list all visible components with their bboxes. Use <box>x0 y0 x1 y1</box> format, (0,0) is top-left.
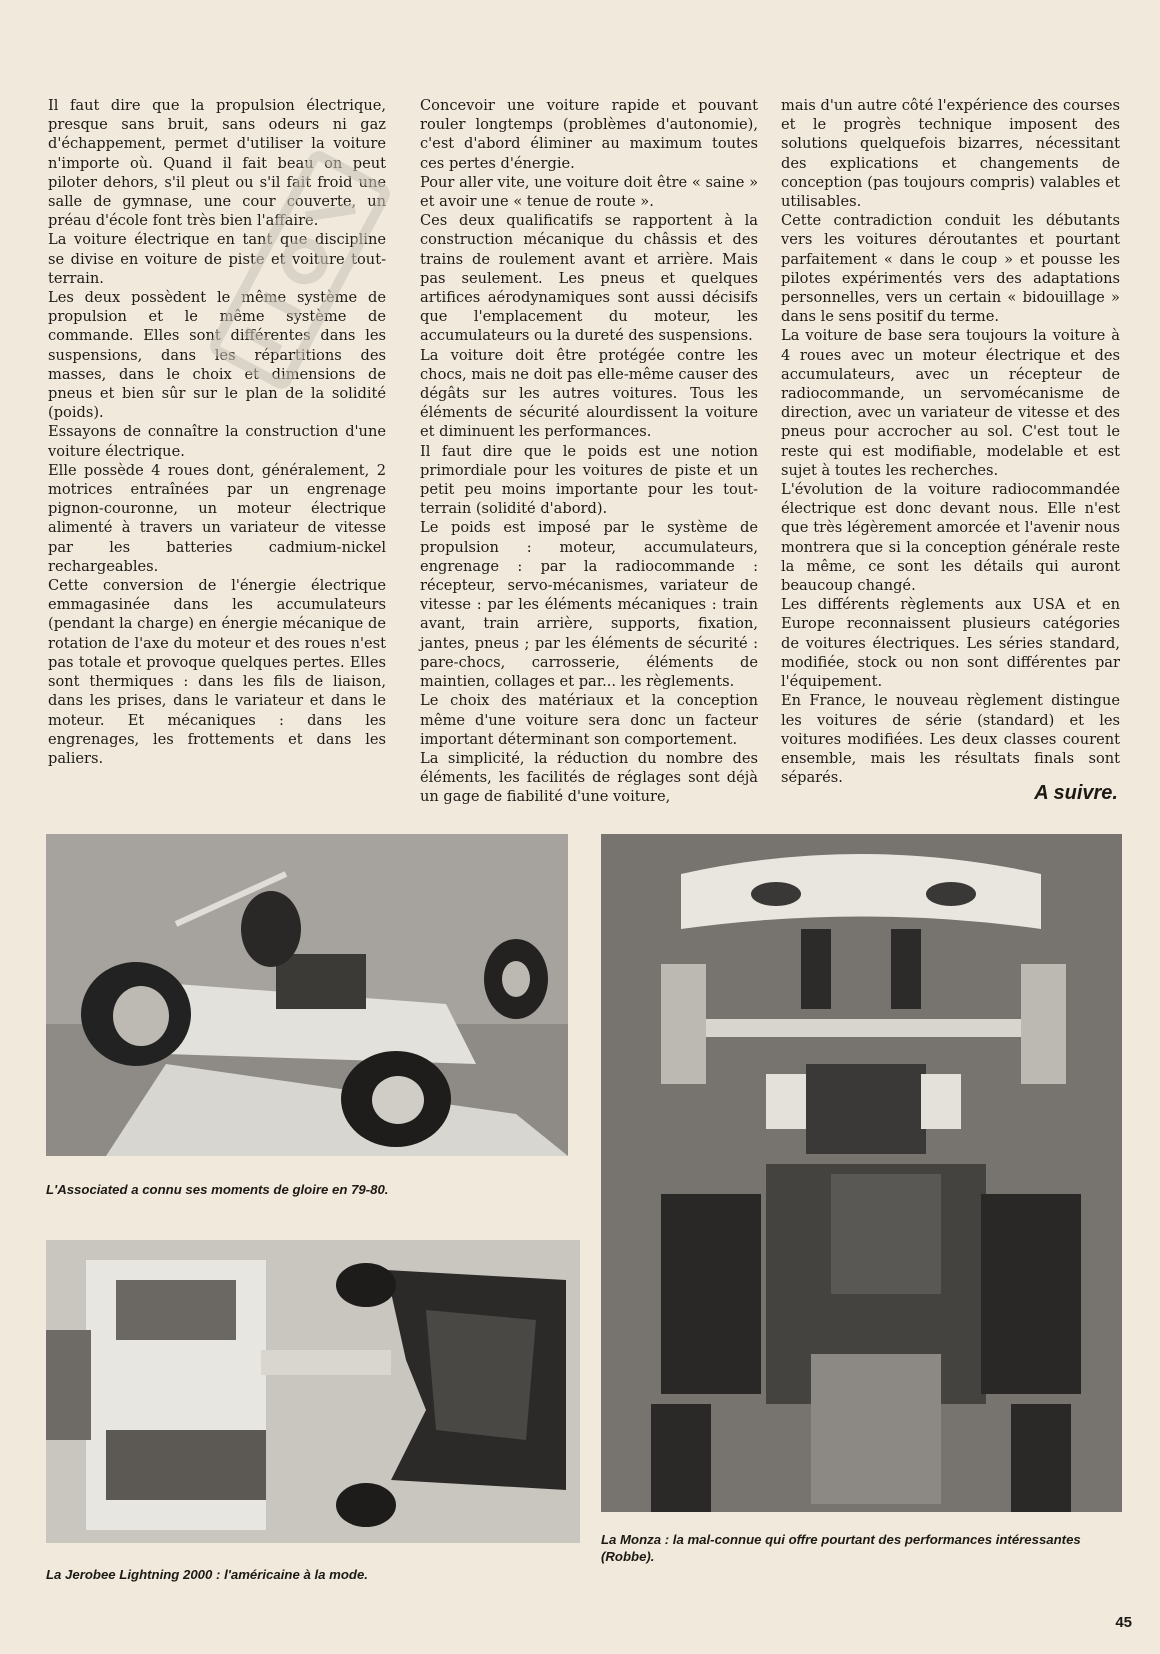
text-column-3 <box>781 96 1120 787</box>
paragraph: La voiture électrique en tant que discipline se divise en voiture de piste et voiture tout-terrain. <box>48 231 386 287</box>
paragraph: Ces deux qualificatifs se rapportent à la construction mécanique du châssis et des trains de roulement avant et arrière. Mais pas seulement. Les pneus et quelques artifices aérodynamiques sont aussi décisifs que l'emplacement du moteur, les accumulateurs ou la dureté des suspensions. <box>420 212 758 345</box>
paragraph: Essayons de connaître la construction d'une voiture électrique. <box>48 423 386 460</box>
text-column-2 <box>420 96 758 807</box>
to-be-continued: A suivre. <box>1034 782 1118 804</box>
paragraph: Le poids est imposé par le système de propulsion : moteur, accumulateurs, engrenage : par la radiocommande : récepteur, servo-mécanismes, variateur de vitesse : par les éléments mécaniques : train avant, train arrière, supports, fixation, jantes, pneus ; par les éléments de sécurité : pare-chocs, carrosserie, éléments de maintien, collages et par... les règlements. <box>420 519 758 691</box>
paragraph: La voiture de base sera toujours la voiture à 4 roues avec un moteur électrique et des accumulateurs, avec un récepteur de radiocommande, un servomécanisme de direction, avec un variateur de vitesse et des pneus pour accrocher au sol. C'est tout le reste qui est modifiable, modelable et est sujet à toutes les recherches. <box>781 327 1120 479</box>
paragraph: La simplicité, la réduction du nombre des éléments, les facilités de réglages sont déjà un gage de fiabilité d'une voiture, <box>420 749 758 806</box>
text-column-1 <box>48 96 386 768</box>
paragraph: L'évolution de la voiture radiocommandée électrique est donc devant nous. Elle n'est que très légèrement amorcée et l'avenir nous montrera que si la conception générale reste la même, ce sont les détails qui auront beaucoup changé. <box>781 481 1120 595</box>
photo-associated-car <box>46 834 568 1156</box>
photo-jerobee-car <box>46 1240 580 1543</box>
paragraph: Pour aller vite, une voiture doit être « saine » et avoir une « tenue de route ». <box>420 173 758 211</box>
caption-jerobee: La Jerobee Lightning 2000 : l'américaine à la mode. <box>46 1567 368 1582</box>
paragraph: Les différents règlements aux USA et en Europe reconnaissent plusieurs catégories de voitures électriques. Les séries standard, modifiée, stock ou non sont différentes par l'équipement. <box>781 596 1120 691</box>
paragraph: Le choix des matériaux et la conception même d'une voiture sera donc un facteur important déterminant son comportement. <box>420 692 758 748</box>
caption-associated: L'Associated a connu ses moments de gloire en 79-80. <box>46 1182 389 1197</box>
paragraph: Concevoir une voiture rapide et pouvant rouler longtemps (problèmes d'autonomie), c'est d'abord éliminer au maximum toutes ces pertes d'énergie. <box>420 97 758 172</box>
paragraph: Cette conversion de l'énergie électrique emmagasinée dans les accumulateurs (pendant la charge) en énergie mécanique de rotation de l'axe du moteur et des roues n'est pas totale et provoque quelques pertes. Elles sont thermiques : dans les fils de liaison, dans les prises, dans le variateur et dans le moteur. Et mécaniques : dans les engrenages, les frottements et dans les paliers. <box>48 577 386 767</box>
paragraph: Il faut dire que le poids est une notion primordiale pour les voitures de piste et un petit peu moins importante pour les tout-terrain (solidité d'abord). <box>420 442 758 518</box>
paragraph: En France, le nouveau règlement distingue les voitures de série (standard) et les voitures modifiées. Les deux classes courent ensemble, mais les résultats finals sont séparés. <box>781 692 1120 787</box>
paragraph: Elle possède 4 roues dont, généralement, 2 motrices entraînées par un engrenage pignon-couronne, un moteur électrique alimenté à travers un variateur de vitesse par les batteries cadmium-nickel rechargeables. <box>48 461 386 575</box>
paragraph: mais d'un autre côté l'expérience des courses et le progrès technique imposent des solutions quelquefois bizarres, nécessitant des explications et changements de conception (pas toujours compris) valables et utilisables. <box>781 97 1120 211</box>
caption-monza: La Monza : la mal-connue qui offre pourtant des performances intéressantes (Robbe). <box>601 1532 1081 1564</box>
paragraph: Les deux possèdent le même système de propulsion et le même système de commande. Elles sont différentes dans les suspensions, dans les répartitions des masses, dans le choix et dimensions de pneus et bien sûr sur le plan de la solidité (poids). <box>48 289 386 422</box>
photo-monza-car <box>601 834 1122 1512</box>
paragraph: Cette contradiction conduit les débutants vers les voitures déroutantes et pourtant parfaitement « dans le coup » et pousse les pilotes expérimentés vers des adaptations personnelles, vers un certain « bidouillage » dans le sens positif du terme. <box>781 212 1120 326</box>
page-number: 45 <box>1115 1614 1132 1631</box>
paragraph: Il faut dire que la propulsion électrique, presque sans bruit, sans odeurs ni gaz d'échappement, permet d'utiliser la voiture n'importe où. Quand il fait beau on peut piloter dehors, s'il pleut ou s'il fait froid une salle de gymnase, une cour couverte, un préau d'école font très bien l'affaire. <box>48 97 386 230</box>
paragraph: La voiture doit être protégée contre les chocs, mais ne doit pas elle-même causer des dégâts sur les autres voitures. Tous les éléments de sécurité alourdissent la voiture et diminuent les performances. <box>420 346 758 441</box>
